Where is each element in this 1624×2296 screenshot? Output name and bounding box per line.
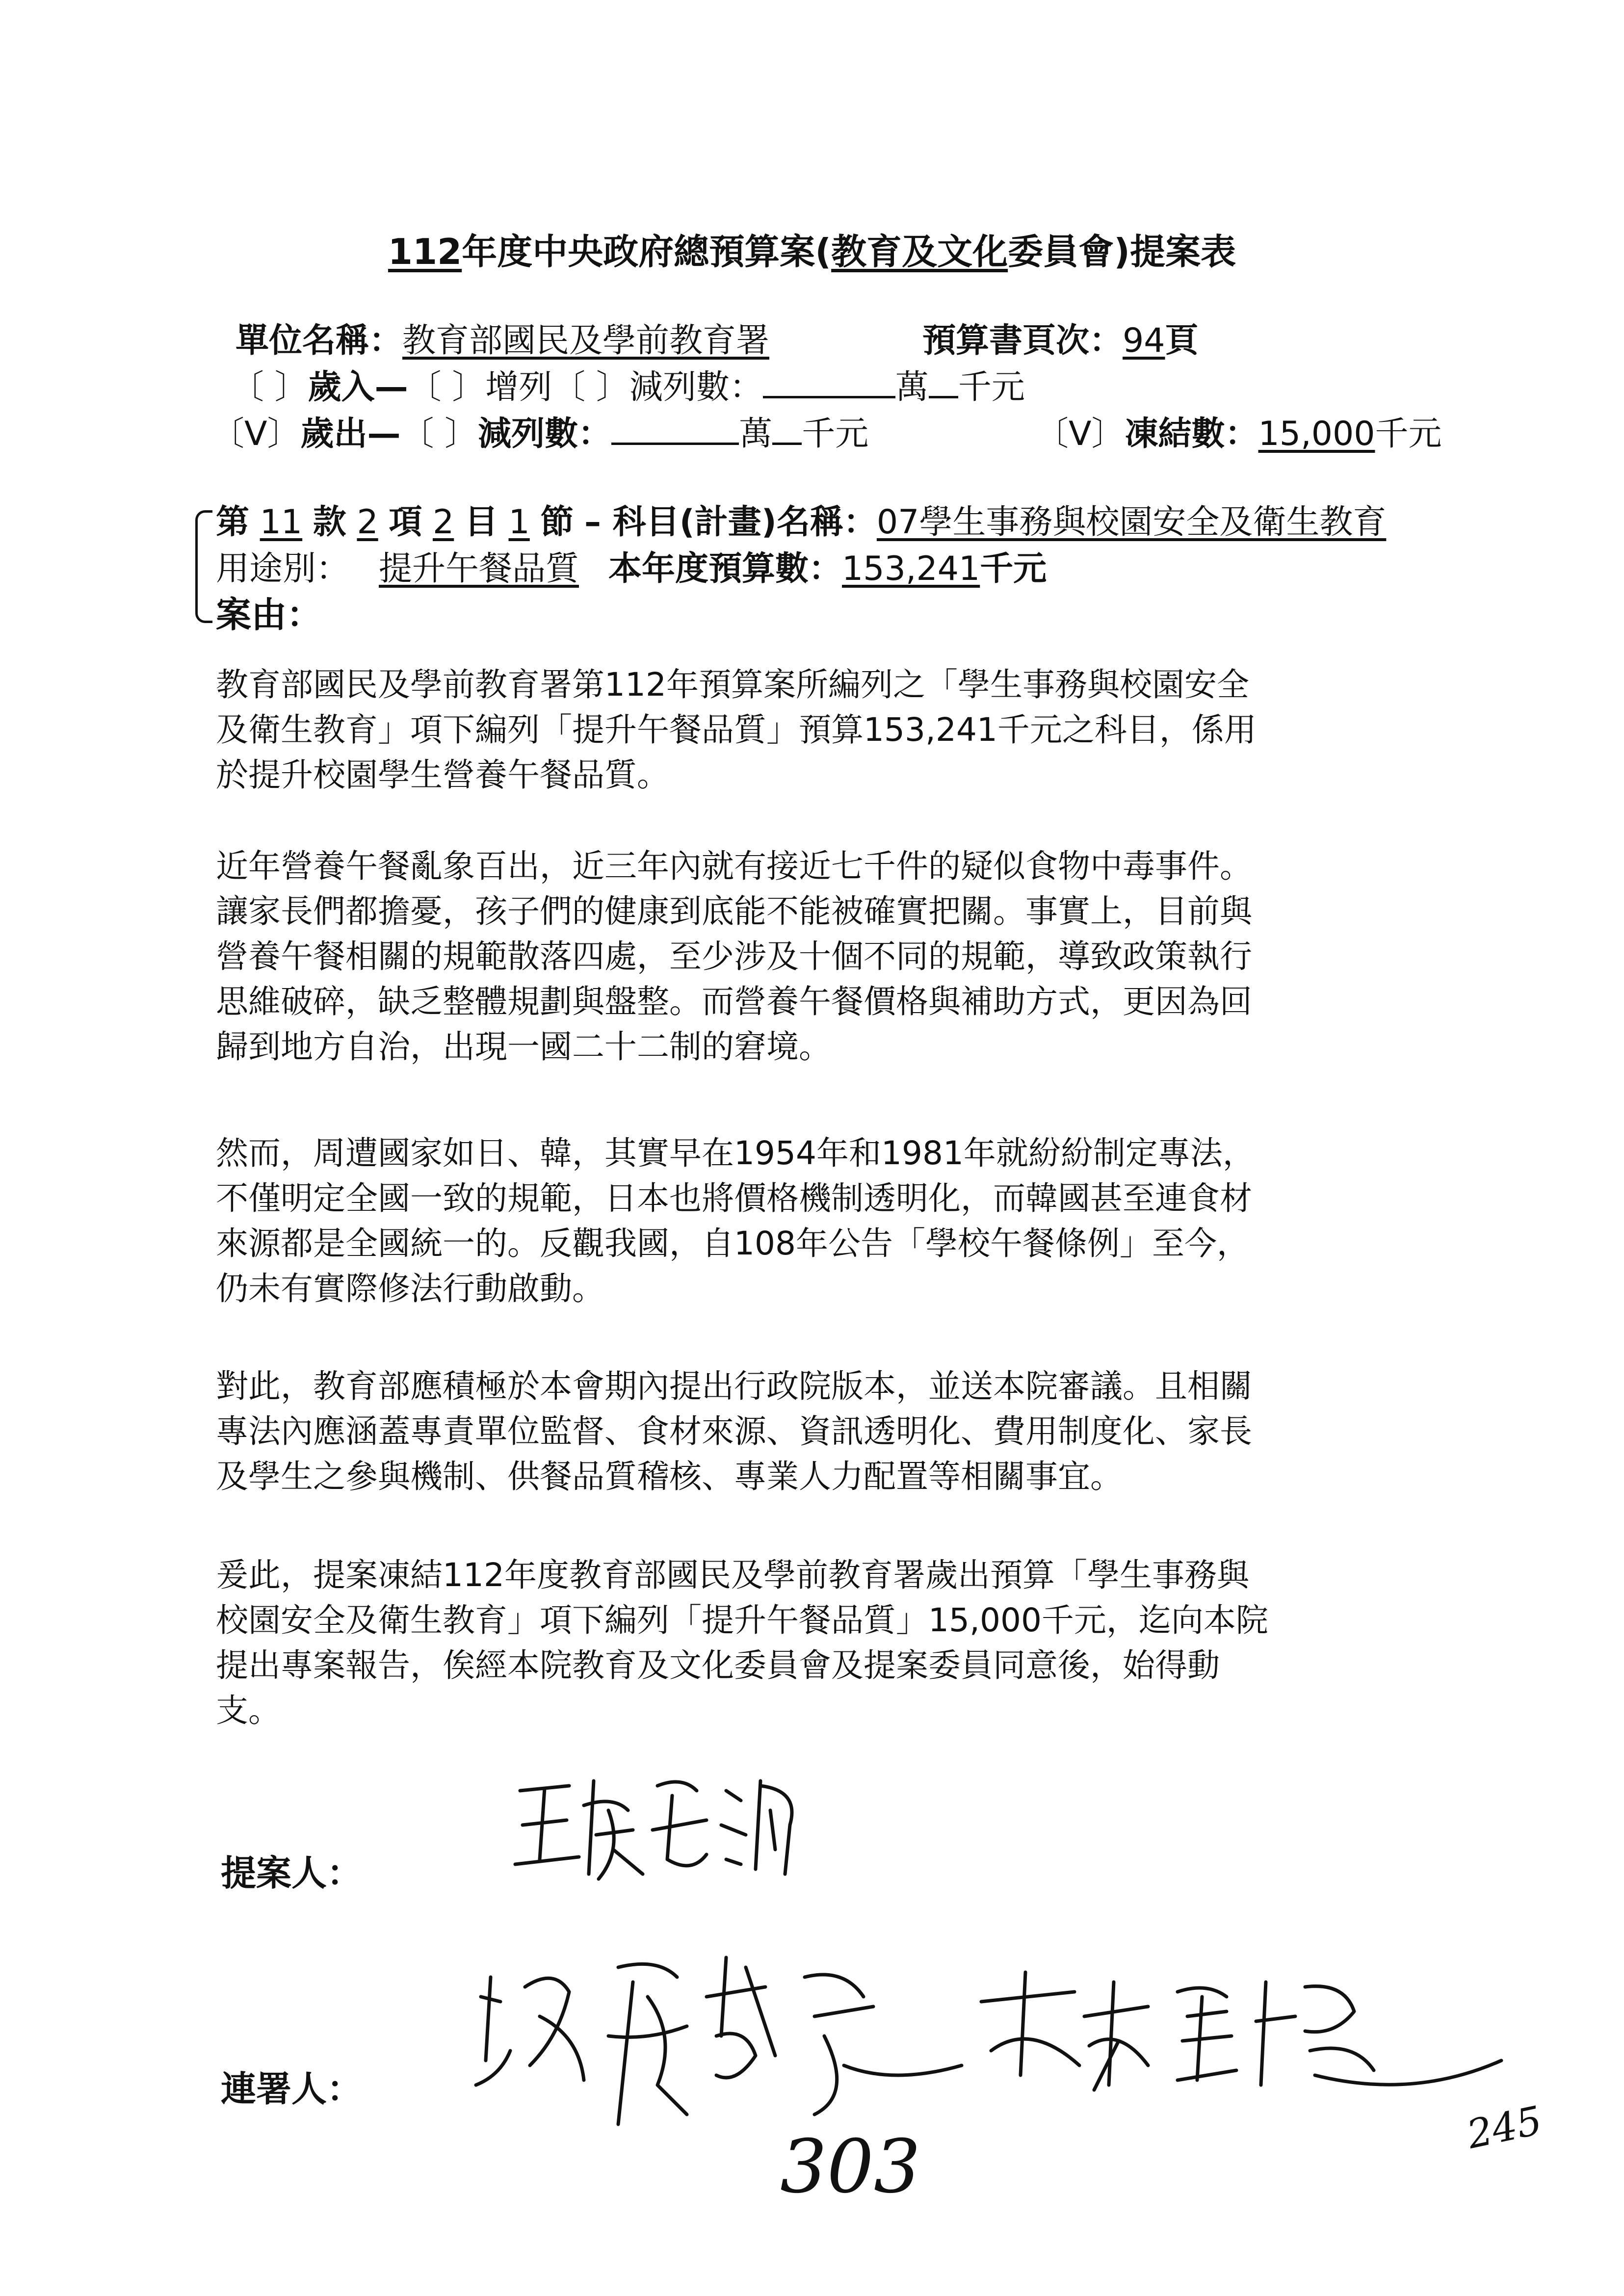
annual-budget-value: 153,241 <box>842 549 980 588</box>
expense-label: 歲出— <box>300 415 401 453</box>
paragraph-line: 歸到地方自治，出現一國二十二制的窘境。 <box>216 1028 831 1066</box>
proposer-label: 提案人： <box>221 1852 363 1894</box>
subject-value: 07學生事務與校園安全及衛生教育 <box>876 503 1387 542</box>
cosigner-signature-1 <box>471 1938 986 2144</box>
paragraph-line: 及衛生教育」項下編列「提升午餐品質」預算153,241千元之科目，係用 <box>216 711 1257 749</box>
title-part2: 委員會)提案表 <box>1008 231 1236 272</box>
paragraph-line: 校園安全及衛生教育」項下編列「提升午餐品質」15,000千元，迄向本院 <box>216 1601 1268 1639</box>
page-ref-value: 94 <box>1123 321 1165 360</box>
paragraph-line: 教育部國民及學前教育署第112年預算案所編列之「學生事務與校園安全 <box>216 666 1249 704</box>
paragraph-line: 支。 <box>216 1692 281 1729</box>
unit-label: 單位名稱： <box>236 321 403 360</box>
freeze-value: 15,000 <box>1258 415 1375 453</box>
title-committee: 教育及文化 <box>831 231 1008 272</box>
item-xiang-label: 項 <box>389 503 422 542</box>
revenue-qian-unit: 千元 <box>958 368 1025 407</box>
revenue-wan-unit: 萬 <box>895 368 929 407</box>
title-year: 112 <box>388 231 462 272</box>
expense-line <box>211 407 868 455</box>
handwritten-corner-number: 245 <box>1463 2097 1546 2158</box>
freeze-label: 凍結數： <box>1125 415 1258 453</box>
freeze-unit: 千元 <box>1375 415 1442 453</box>
revenue-decrease-option: 〔 〕減列數： <box>552 368 763 407</box>
item-kuan-number: 11 <box>260 503 303 542</box>
paragraph-line: 讓家長們都擔憂，孩子們的健康到底能不能被確實把關。事實上，目前與 <box>216 892 1252 930</box>
subject-label: – 科目(計畫)名稱： <box>584 503 877 542</box>
paragraph-line: 爰此，提案凍結112年度教育部國民及學前教育署歲出預算「學生事務與 <box>216 1556 1249 1594</box>
paragraph-line: 於提升校園學生營養午餐品質。 <box>216 756 669 794</box>
section-bracket <box>195 510 212 623</box>
unit-value: 教育部國民及學前教育署 <box>402 321 770 360</box>
item-xiang-number: 2 <box>357 503 378 542</box>
paragraph-line: 專法內應涵蓋專責單位監督、食材來源、資訊透明化、費用制度化、家長 <box>216 1412 1252 1450</box>
paragraph-line: 然而，周遭國家如日、韓，其實早在1954年和1981年就紛紛制定專法， <box>216 1134 1255 1172</box>
expense-option: 〔 〕 <box>400 415 478 453</box>
revenue-line <box>231 361 1025 408</box>
page-title <box>0 223 1624 274</box>
reason-paragraph-2 <box>216 844 1452 1070</box>
usage-label: 用途別： <box>216 549 350 588</box>
item-mu-label: 目 <box>464 503 498 542</box>
expense-wan-blank <box>611 413 739 445</box>
usage-value: 提升午餐品質 <box>379 549 579 588</box>
expense-qian-unit: 千元 <box>802 415 869 453</box>
item-kuan-label: 款 <box>313 503 346 542</box>
paragraph-line: 仍未有實際修法行動啟動。 <box>216 1270 604 1307</box>
revenue-label: 歲入— <box>308 368 408 407</box>
cosigner-signature-2 <box>971 1953 1511 2100</box>
revenue-qian-blank <box>929 366 958 398</box>
item-jie-number: 1 <box>508 503 530 542</box>
budget-item-line <box>216 496 1386 543</box>
freeze-checkbox: 〔V〕 <box>1035 415 1125 453</box>
reason-paragraph-5 <box>216 1553 1452 1733</box>
cosigner-label: 連署人： <box>221 2068 363 2110</box>
revenue-wan-blank <box>763 366 895 398</box>
page-ref-suffix: 頁 <box>1165 321 1199 360</box>
item-jie-label: 節 <box>540 503 574 542</box>
page-ref <box>922 314 1199 362</box>
revenue-checkbox: 〔 〕 <box>231 368 308 407</box>
paragraph-line: 及學生之參與機制、供餐品質稽核、專業人力配置等相關事宜。 <box>216 1458 1123 1495</box>
reason-label: 案由： <box>216 594 322 635</box>
paragraph-line: 近年營養午餐亂象百出，近三年內就有接近七千件的疑似食物中毒事件。 <box>216 847 1252 885</box>
annual-budget-label: 本年度預算數： <box>608 549 842 588</box>
paragraph-line: 提出專案報告，俟經本院教育及文化委員會及提案委員同意後，始得動 <box>216 1646 1220 1684</box>
paragraph-line: 思維破碎，缺乏整體規劃與盤整。而營養午餐價格與補助方式，更因為回 <box>216 983 1252 1020</box>
unit-line <box>236 314 769 362</box>
handwritten-page-number: 303 <box>780 2124 921 2210</box>
expense-cut-label: 減列數： <box>478 415 612 453</box>
proposer-signature <box>510 1761 814 1899</box>
item-mu-number: 2 <box>432 503 454 542</box>
paragraph-line: 不僅明定全國一致的規範，日本也將價格機制透明化，而韓國甚至連食材 <box>216 1179 1252 1217</box>
expense-qian-blank <box>772 413 802 445</box>
annual-budget-unit: 千元 <box>980 549 1047 588</box>
paragraph-line: 營養午餐相關的規範散落四處，至少涉及十個不同的規範，導致政策執行 <box>216 938 1252 975</box>
revenue-increase-option: 〔 〕增列 <box>408 368 552 407</box>
page-ref-label: 預算書頁次： <box>922 321 1123 360</box>
title-part1: 年度中央政府總預算案( <box>462 231 832 272</box>
reason-paragraph-3 <box>216 1131 1452 1311</box>
item-di: 第 <box>216 503 250 542</box>
expense-checkbox: 〔V〕 <box>211 415 301 453</box>
usage-line <box>216 542 1047 590</box>
paragraph-line: 對此，教育部應積極於本會期內提出行政院版本，並送本院審議。且相關 <box>216 1367 1252 1405</box>
paragraph-line: 來源都是全國統一的。反觀我國，自108年公告「學校午餐條例」至今， <box>216 1225 1249 1262</box>
reason-paragraph-4 <box>216 1364 1452 1499</box>
reason-paragraph-1 <box>216 662 1452 798</box>
freeze-amount <box>1035 407 1442 455</box>
expense-wan-unit: 萬 <box>739 415 773 453</box>
